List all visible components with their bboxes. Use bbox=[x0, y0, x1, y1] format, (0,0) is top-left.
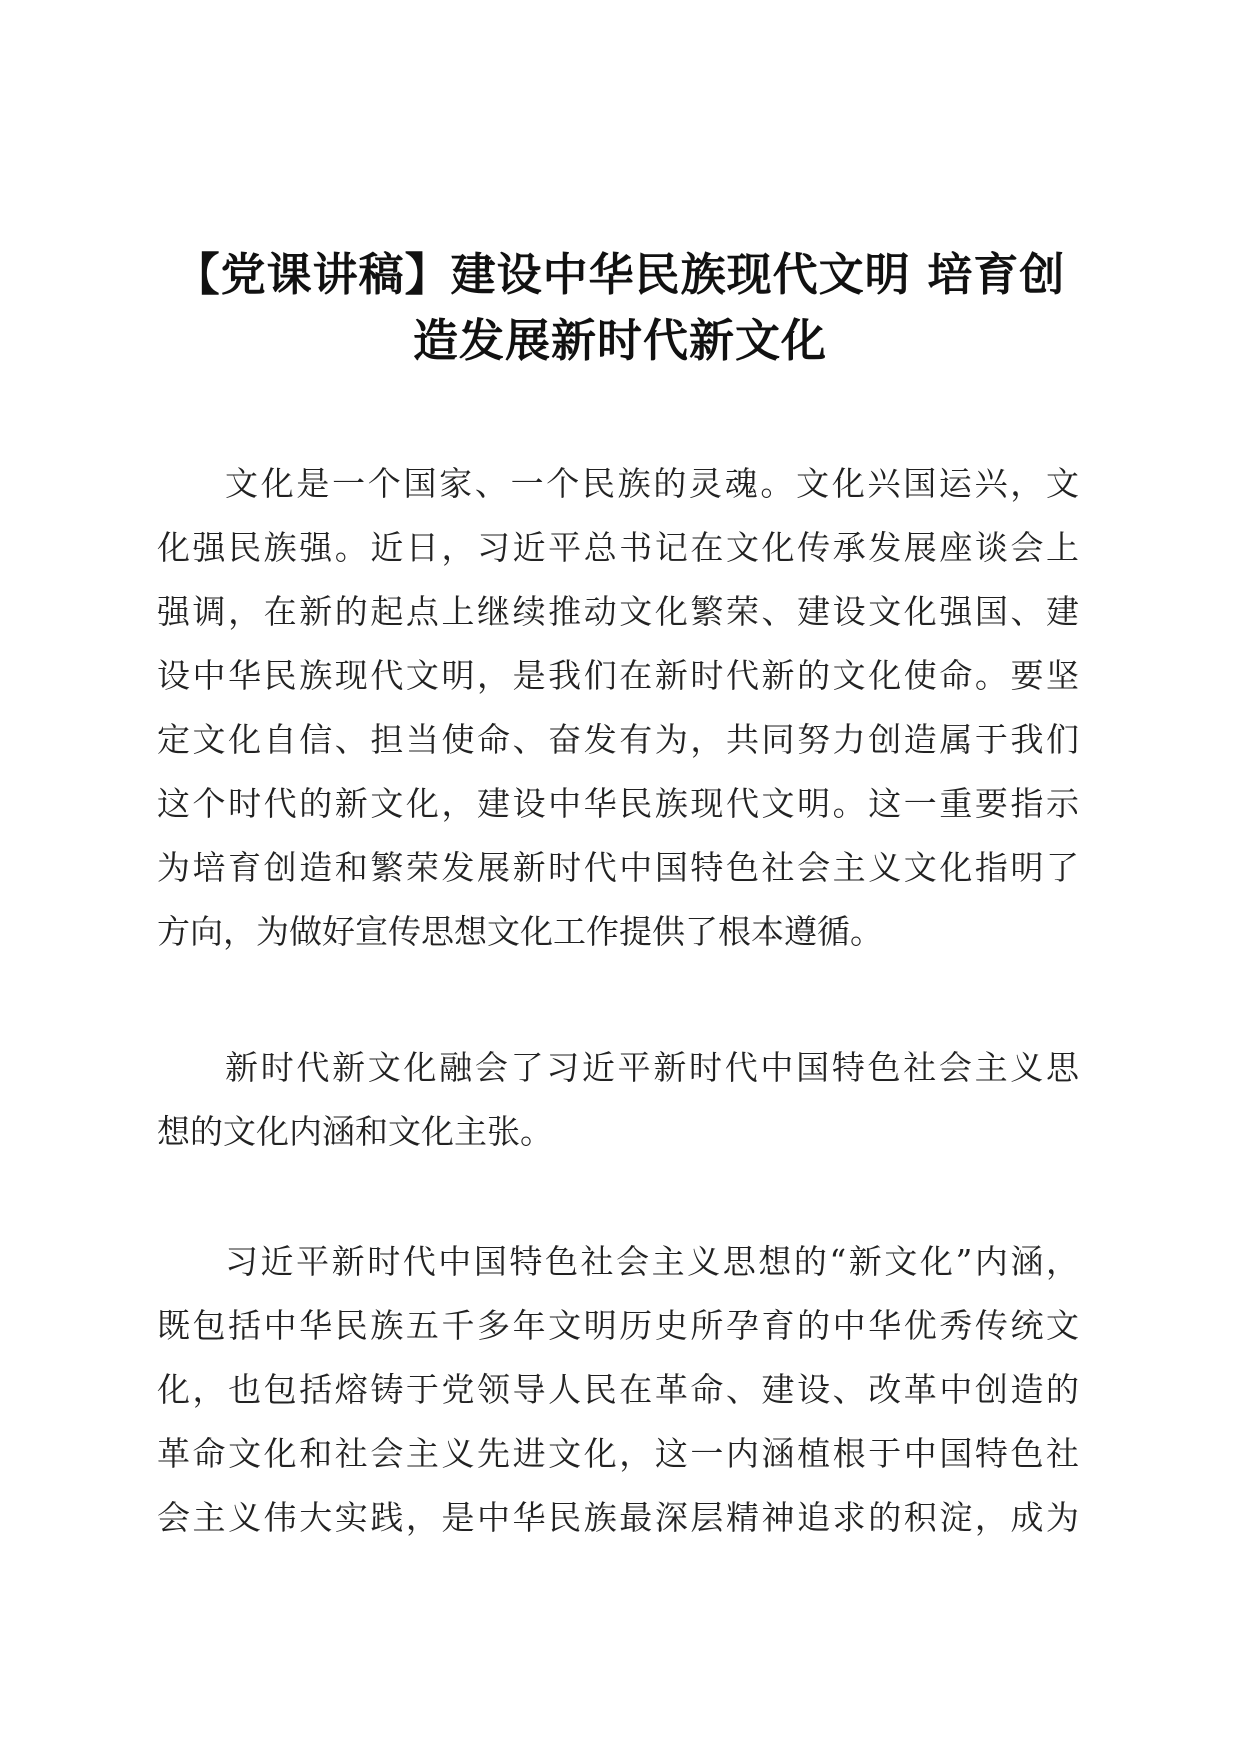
text-line: 方向，为做好宣传思想文化工作提供了根本遵循。 bbox=[157, 912, 883, 951]
text-line: 新时代新文化融会了习近平新时代中国特色社会主义思 bbox=[225, 1048, 1079, 1087]
text-line: 文化是一个国家、一个民族的灵魂。文化兴国运兴，文 bbox=[225, 464, 1079, 503]
text-line: 定文化自信、担当使命、奋发有为，共同努力创造属于我们 bbox=[157, 720, 1079, 759]
paragraph bbox=[157, 1230, 1079, 1550]
paragraph bbox=[157, 1036, 1079, 1164]
title-line: 【党课讲稿】建设中华民族现代文明 培育创 bbox=[174, 248, 1066, 302]
text-line: 为培育创造和繁荣发展新时代中国特色社会主义文化指明了 bbox=[157, 848, 1079, 887]
text-line: 革命文化和社会主义先进文化，这一内涵植根于中国特色社 bbox=[157, 1434, 1079, 1473]
text-line: 化强民族强。近日，习近平总书记在文化传承发展座谈会上 bbox=[157, 528, 1079, 567]
text-line: 会主义伟大实践，是中华民族最深层精神追求的积淀，成为 bbox=[157, 1498, 1079, 1537]
text-line: 既包括中华民族五千多年文明历史所孕育的中华优秀传统文 bbox=[157, 1306, 1079, 1345]
text-line: 这个时代的新文化，建设中华民族现代文明。这一重要指示 bbox=[157, 784, 1079, 823]
text-line: 设中华民族现代文明，是我们在新时代新的文化使命。要坚 bbox=[157, 656, 1079, 695]
text-line: 想的文化内涵和文化主张。 bbox=[157, 1112, 553, 1151]
text-line: 化，也包括熔铸于党领导人民在革命、建设、改革中创造的 bbox=[157, 1370, 1079, 1409]
document-title bbox=[150, 242, 1090, 374]
paragraph bbox=[157, 452, 1079, 964]
title-line: 造发展新时代新文化 bbox=[412, 314, 827, 368]
text-line: 强调，在新的起点上继续推动文化繁荣、建设文化强国、建 bbox=[157, 592, 1079, 631]
text-line: 习近平新时代中国特色社会主义思想的“新文化”内涵， bbox=[225, 1242, 1079, 1281]
